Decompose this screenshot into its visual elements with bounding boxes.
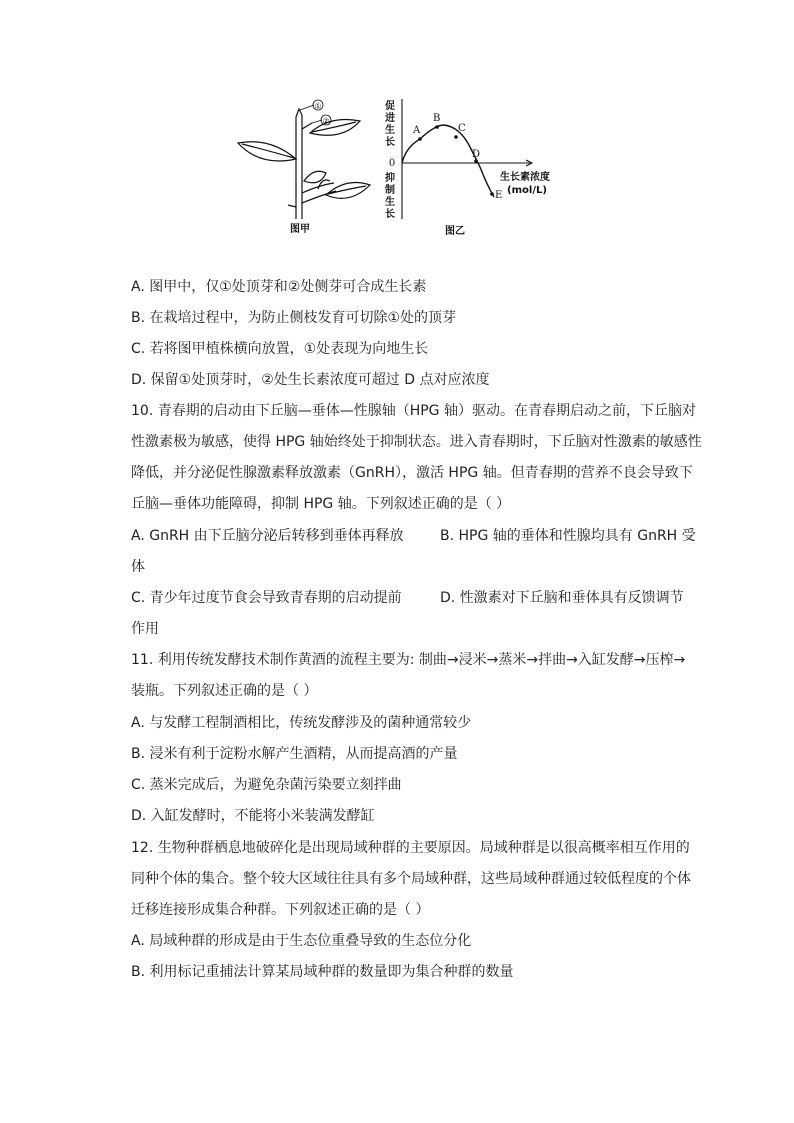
plant-diagram: [238, 100, 370, 219]
growth-chart: [402, 99, 532, 219]
q10-stem-3: 降低，并分泌促性腺激素释放激素（GnRH），激活 HPG 轴。但青春期的营养不良会导致下: [131, 465, 693, 481]
label-d: D: [472, 149, 481, 160]
y-top-3: 生: [385, 125, 395, 136]
point-e: [490, 192, 494, 196]
q10-option-b-cont: 体: [131, 559, 145, 575]
q11-option-c: C. 蒸米完成后，为避免杂菌污染要立刻拌曲: [131, 777, 402, 793]
figure-panel: [230, 95, 560, 245]
y-bot-3: 生: [385, 197, 395, 208]
y-top-4: 长: [385, 137, 395, 148]
q10-option-d-cont: 作用: [131, 621, 159, 637]
point-c: [454, 135, 458, 139]
q10-stem-2: 性激素极为敏感，使得 HPG 轴始终处于抑制状态。进入青春期时，下丘脑对性激素的敏感性: [131, 434, 702, 450]
bud2-marker: ②: [322, 116, 330, 126]
q10-stem-1: 10. 青春期的启动由下丘脑—垂体—性腺轴（HPG 轴）驱动。在青春期启动之前，下丘脑对: [131, 403, 696, 419]
bud1-marker: ①: [314, 101, 322, 111]
q11-option-d: D. 入缸发酵时，不能将小米装满发酵缸: [131, 808, 375, 824]
q9-option-a: A. 图甲中，仅①处顶芽和②处侧芽可合成生长素: [131, 279, 427, 295]
q10-option-c: C. 青少年过度节食会导致青春期的启动提前: [131, 590, 402, 606]
q10-stem-4: 丘脑—垂体功能障碍，抑制 HPG 轴。下列叙述正确的是（ ）: [131, 496, 511, 512]
q11-option-b: B. 浸米有利于淀粉水解产生酒精，从而提高酒的产量: [131, 746, 458, 762]
q12-option-a: A. 局域种群的形成是由于生态位重叠导致的生态位分化: [131, 933, 472, 949]
q9-option-c: C. 若将图甲植株横向放置，①处表现为向地生长: [131, 341, 429, 357]
q12-stem-2: 同种个体的集合。整个较大区域往往具有多个局域种群，这些局域种群通过较低程度的个体: [131, 871, 691, 887]
label-c: C: [458, 123, 466, 134]
left-caption: 图甲: [290, 224, 310, 235]
q10-option-d: D. 性激素对下丘脑和垂体具有反馈调节: [440, 590, 684, 606]
q10-option-b: B. HPG 轴的垂体和性腺均具有 GnRH 受: [440, 528, 696, 544]
q12-stem-3: 迁移连接形成集合种群。下列叙述正确的是（ ）: [131, 902, 430, 918]
right-caption: 图乙: [445, 226, 465, 237]
x-axis-label: 生长素浓度: [500, 172, 550, 183]
label-e: E: [495, 190, 503, 201]
y-zero: 0: [388, 158, 396, 169]
y-bot-1: 抑: [385, 173, 395, 184]
q9-option-d: D. 保留①处顶芽时，②处生长素浓度可超过 D 点对应浓度: [131, 372, 490, 388]
y-bot-4: 长: [385, 209, 395, 220]
q9-option-b: B. 在栽培过程中，为防止侧枝发育可切除①处的顶芽: [131, 310, 457, 326]
q11-option-a: A. 与发酵工程制酒相比，传统发酵涉及的菌种通常较少: [131, 715, 472, 731]
figure-svg: [230, 95, 560, 245]
q10-option-a: A. GnRH 由下丘脑分泌后转移到垂体再释放: [131, 528, 404, 544]
point-b: [435, 125, 439, 129]
label-a: A: [413, 125, 421, 136]
q12-stem-1: 12. 生物种群栖息地破碎化是出现局域种群的主要原因。局域种群是以很高概率相互作用的: [131, 840, 690, 856]
x-axis-unit: (mol/L): [507, 185, 547, 196]
q11-stem-1: 11. 利用传统发酵技术制作黄酒的流程主要为: 制曲→浸米→蒸米→拌曲→入缸发酵→压榨→: [131, 652, 686, 668]
y-bot-2: 制: [385, 185, 395, 196]
point-a: [418, 137, 422, 141]
q11-stem-2: 装瓶。下列叙述正确的是（ ）: [131, 683, 318, 699]
label-b: B: [433, 113, 441, 124]
y-top-2: 进: [385, 113, 395, 124]
y-top-1: 促: [385, 101, 395, 112]
q12-option-b: B. 利用标记重捕法计算某局域种群的数量即为集合种群的数量: [131, 964, 514, 980]
